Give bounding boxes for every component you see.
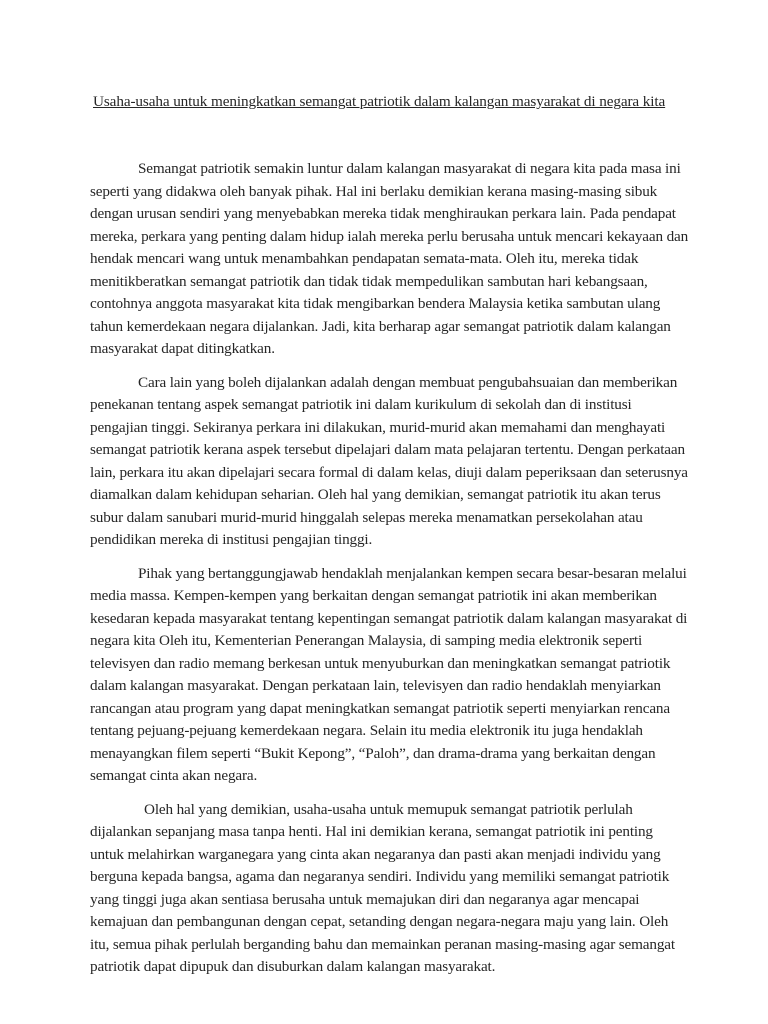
paragraph-4: Oleh hal yang demikian, usaha-usaha untuk memupuk semangat patriotik perlulah dijalankan sepanjang masa tanpa henti. Hal ini demikian kerana, semangat patriotik ini penting untuk melahirkan warganegara yang cinta akan negaranya dan pasti akan menjadi individu yang berguna kepada bangsa, agama dan negaranya sendiri. Individu yang memiliki semangat patriotik yang tinggi juga akan sentiasa berusaha untuk memajukan diri dan negaranya agar mencapai kemajuan dan pembangunan dengan cepat, setanding dengan negara-negara maju yang lain. Oleh itu, semua pihak perlulah berganding bahu dan memainkan peranan masing-masing agar semangat patriotik dapat dipupuk dan disuburkan dalam kalangan masyarakat. bbox=[90, 800, 675, 975]
paragraph-1: Semangat patriotik semakin luntur dalam kalangan masyarakat di negara kita pada masa ini seperti yang didakwa oleh banyak pihak. Hal ini berlaku demikian kerana masing-masing sibuk dengan urusan sendiri yang menyebabkan mereka tidak menghiraukan perkara lain. Pada pendapat mereka, perkara yang penting dalam hidup ialah mereka perlu berusaha untuk mencari kekayaan dan hendak mencari wang untuk menambahkan pendapatan semata-mata. Oleh itu, mereka tidak menitikberatkan semangat patriotik dan tidak tidak mempedulikan sambutan hari kebangsaan, contohnya anggota masyarakat kita tidak mengibarkan bendera Malaysia ketika sambutan ulang tahun kemerdekaan negara dijalankan. Jadi, kita berharap agar semangat patriotik dalam kalangan masyarakat dapat ditingkatkan. bbox=[90, 160, 689, 357]
paragraph-2: Cara lain yang boleh dijalankan adalah dengan membuat pengubahsuaian dan memberikan penekanan tentang aspek semangat patriotik ini dalam kurikulum di sekolah dan di institusi pengajian tinggi. Sekiranya perkara ini dilakukan, murid-murid akan memahami dan menghayati semangat patriotik kerana aspek tersebut dipelajari dalam mata pelajaran tertentu. Dengan perkataan lain, perkara itu akan dipelajari secara formal di dalam kelas, diuji dalam peperiksaan dan seterusnya diamalkan dalam kehidupan seharian. Oleh hal yang demikian, semangat patriotik itu akan terus subur dalam sanubari murid-murid hinggalah selepas mereka menamatkan persekolahan atau pendidikan mereka di institusi pengajian tinggi. bbox=[90, 373, 688, 548]
paragraph-3: Pihak yang bertanggungjawab hendaklah menjalankan kempen secara besar-besaran melalui media massa. Kempen-kempen yang berkaitan dengan semangat patriotik ini akan memberikan kesedaran kepada masyarakat tentang kepentingan semangat patriotik dalam kalangan masyarakat di negara kita Oleh itu, Kementerian Penerangan Malaysia, di samping media elektronik seperti televisyen dan radio memang berkesan untuk menyuburkan dan meningkatkan semangat patriotik dalam kalangan masyarakat. Dengan perkataan lain, televisyen dan radio hendaklah menyiarkan rancangan atau program yang dapat meningkatkan semangat patriotik seperti menyiarkan rencana tentang pejuang-pejuang kemerdekaan negara. Selain itu media elektronik itu juga hendaklah menayangkan filem seperti “Bukit Kepong”, “Paloh”, dan drama-drama yang berkaitan dengan semangat cinta akan negara. bbox=[90, 564, 688, 784]
document-title: Usaha-usaha untuk meningkatkan semangat patriotik dalam kalangan masyarakat di negara kita bbox=[93, 93, 666, 110]
document-body bbox=[90, 158, 690, 990]
